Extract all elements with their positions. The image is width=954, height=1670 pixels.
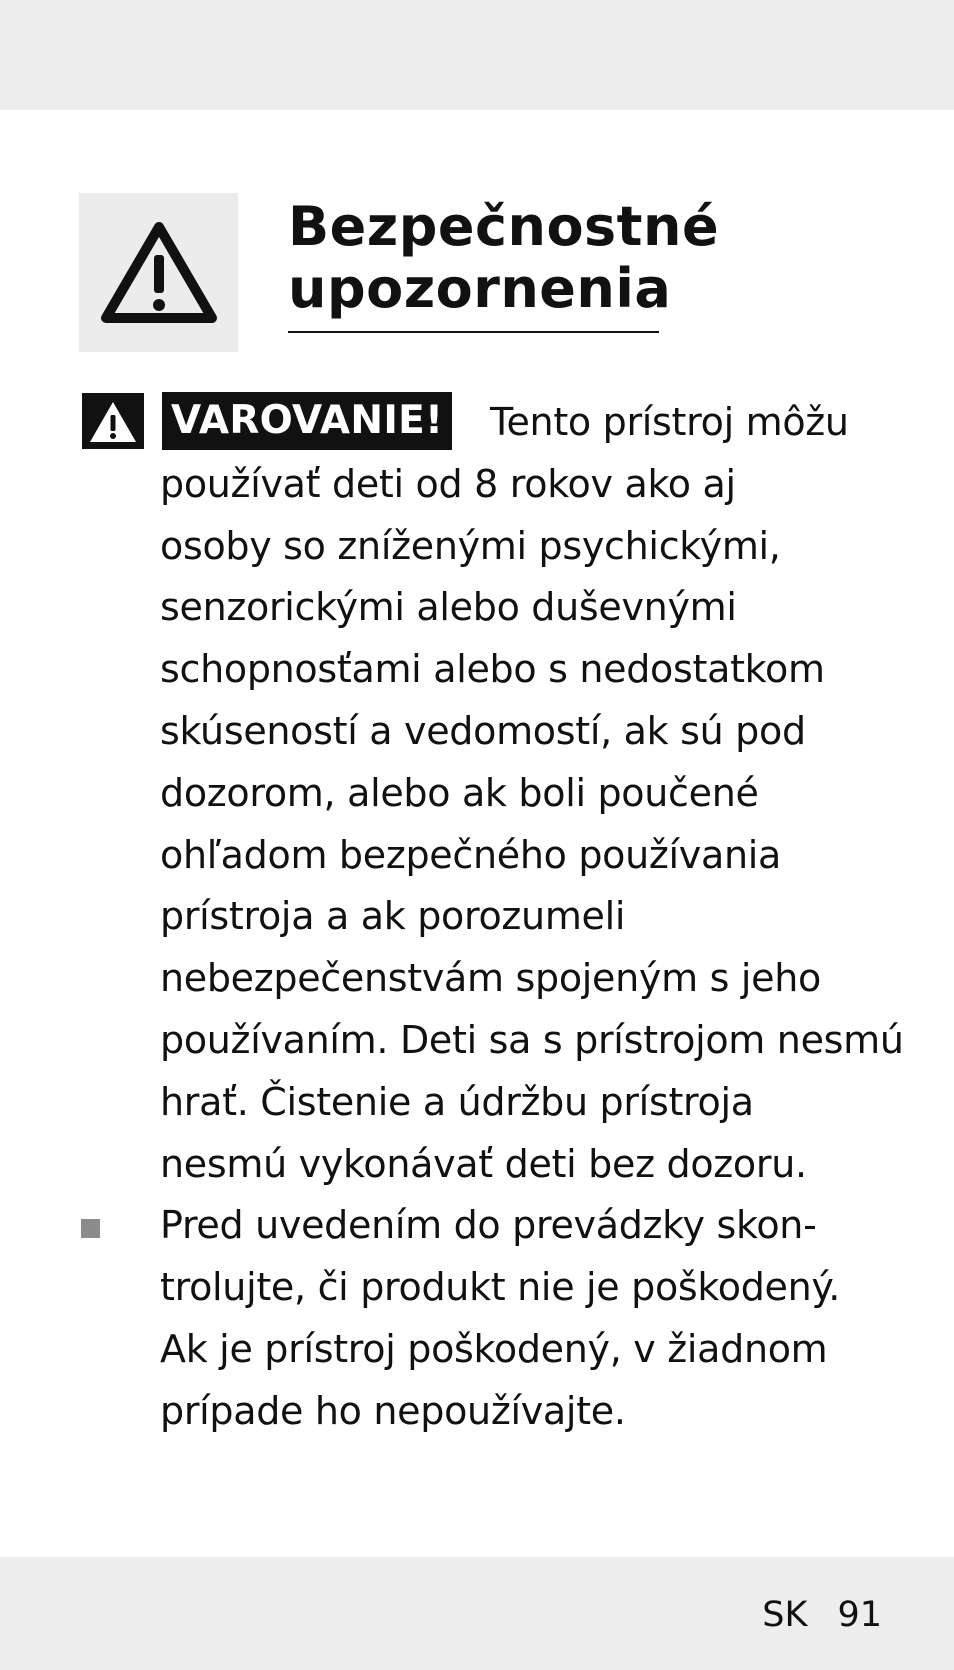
text-line: skúseností a vedomostí, ak sú pod	[160, 708, 806, 753]
language-code: SK	[762, 1595, 808, 1635]
text-line: používať deti od 8 rokov ako aj	[160, 461, 736, 506]
bullet-square-icon	[81, 1219, 100, 1238]
text-line: trolujte, či produkt nie je poškodený.	[160, 1265, 840, 1310]
text-line: ohľadom bezpečného používania	[160, 832, 782, 877]
text-line: Tento prístroj môžu	[490, 400, 849, 444]
top-band	[0, 0, 954, 110]
warning-triangle-icon	[100, 221, 218, 325]
page-footer	[762, 1585, 882, 1645]
text-line: Ak je prístroj poškodený, v žiadnom	[160, 1326, 828, 1371]
text-line: nebezpečenstvám spojeným s jeho	[160, 956, 821, 1001]
text-line: nesmú vykonávať deti bez dozoru.	[160, 1141, 807, 1186]
page-title-line: upozornenia	[288, 257, 672, 320]
text-line: senzorickými alebo duševnými	[160, 585, 737, 630]
text-line: prístroja a ak porozumeli	[160, 894, 626, 939]
text-line: Pred uvedením do prevádzky skon-	[160, 1203, 817, 1248]
text-line: hrať. Čistenie a údržbu prístroja	[160, 1079, 754, 1124]
warning-triangle-icon	[82, 393, 144, 449]
title-underline	[288, 331, 659, 333]
warning-paragraph	[160, 392, 904, 1443]
page-number: 91	[837, 1595, 882, 1635]
header-icon-box	[79, 193, 238, 352]
text-line: používaním. Deti sa s prístrojom nesmú	[160, 1017, 904, 1062]
text-line: osoby so zníženými psychickými,	[160, 523, 781, 568]
text-line: prípade ho nepoužívajte.	[160, 1388, 626, 1433]
text-line: dozorom, alebo ak boli poučené	[160, 770, 759, 815]
page-title	[288, 196, 888, 320]
page-title-line: Bezpečnostné	[288, 195, 720, 258]
warning-label: VAROVANIE!	[162, 392, 452, 450]
text-line: schopnosťami alebo s nedostatkom	[160, 647, 825, 692]
